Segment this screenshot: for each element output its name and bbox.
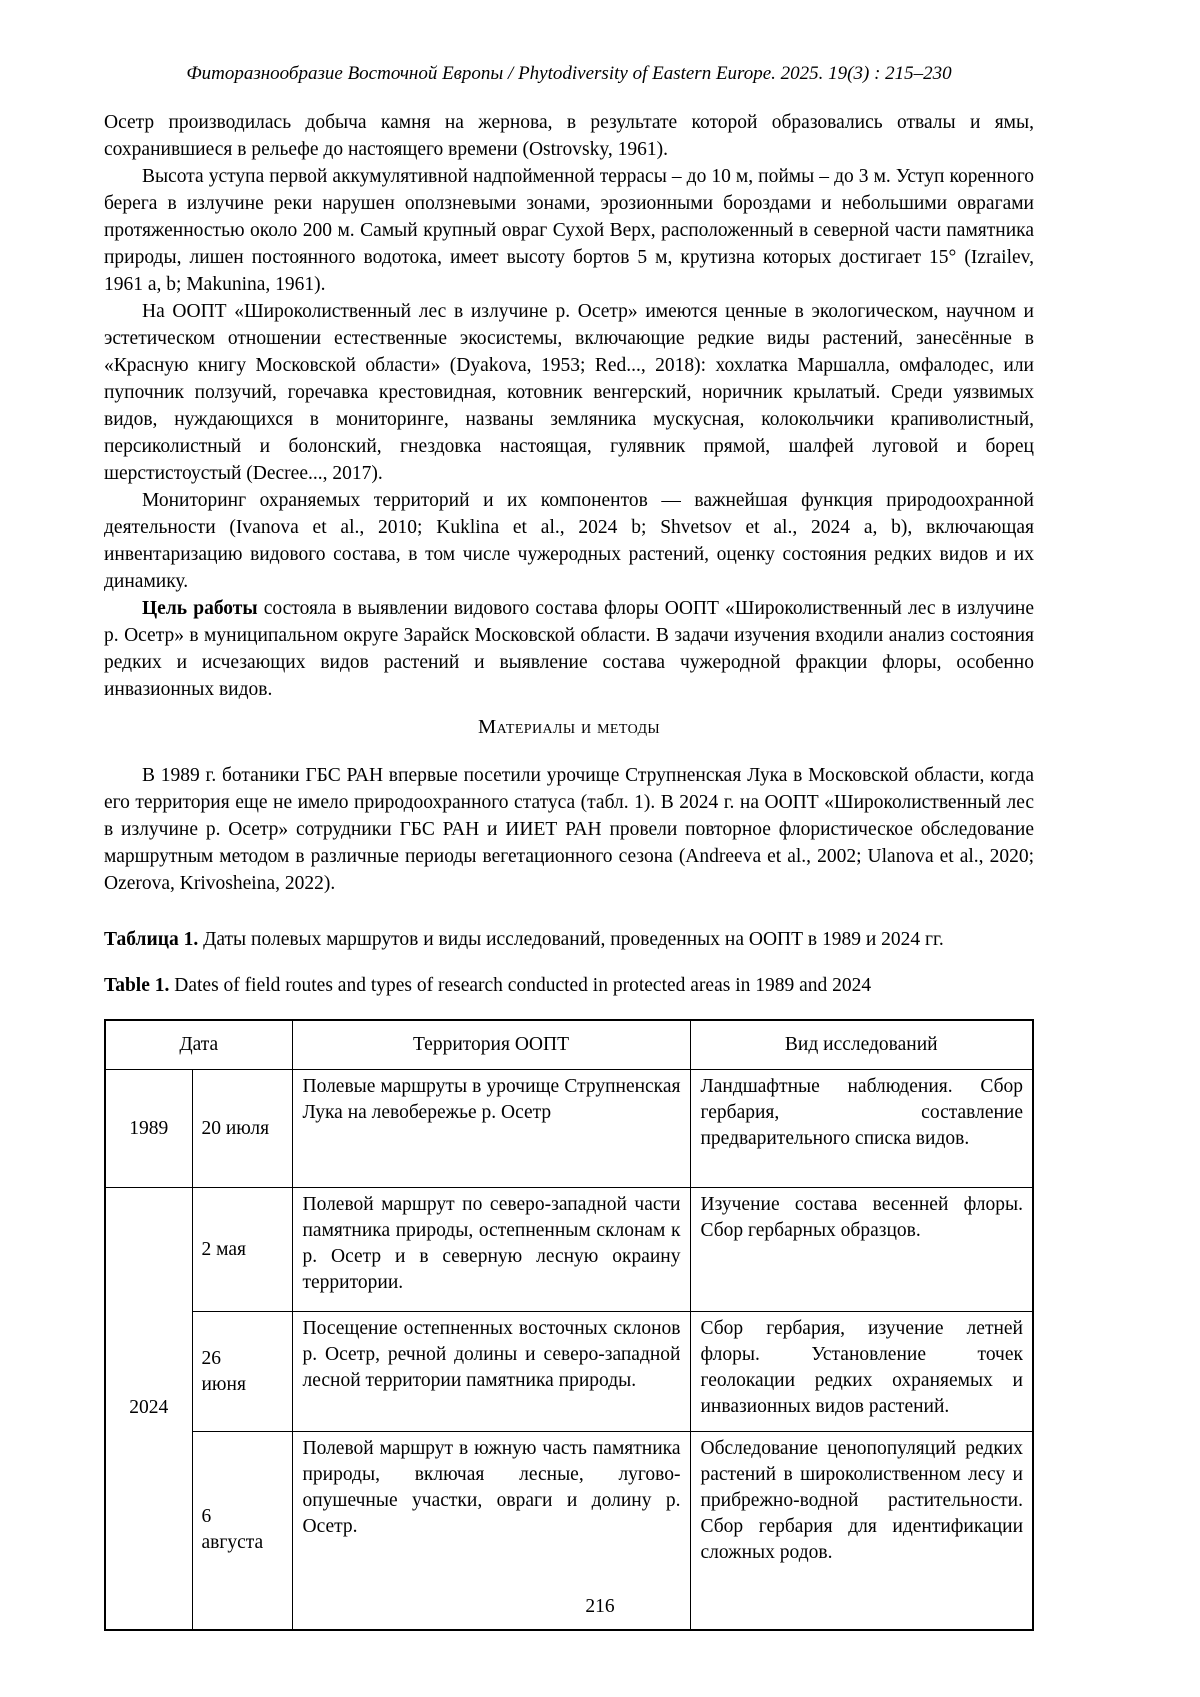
territory-cell: Полевой маршрут по северо-западной части памятника природы, остепненным склонам к р. Осетр и в северную лесную окраину территории. xyxy=(292,1188,690,1312)
table-caption-ru-text: Даты полевых маршрутов и виды исследований, проведенных на ООПТ в 1989 и 2024 гг. xyxy=(198,929,944,950)
paragraph-goal xyxy=(104,595,1034,703)
year-cell: 1989 xyxy=(105,1070,192,1188)
table-row xyxy=(105,1188,1033,1312)
header-cell-date: Дата xyxy=(105,1020,292,1070)
page-content xyxy=(104,62,1034,1631)
table-head xyxy=(105,1020,1033,1070)
table-caption-ru-label: Таблица 1. xyxy=(104,929,199,950)
table-row xyxy=(105,1070,1033,1188)
table-caption-en-label: Table 1. xyxy=(104,975,170,996)
paragraph-surveys: В 1989 г. ботаники ГБС РАН впервые посетили урочище Струпненская Лука в Московской области, когда его территория еще не имело природоохранного статуса (табл. 1). В 2024 г. на ООПТ «Широколиственный лес в излучине р. Осетр» сотрудники ГБС РАН и ИИЕТ РАН провели повторное флористическое обследование маршрутным методом в различные периоды вегетационного сезона (Andreeva et al., 2002; Ulanova et al., 2020; Ozerova, Krivosheina, 2022). xyxy=(104,765,1034,894)
date-cell: 6 августа xyxy=(192,1432,292,1630)
paragraph-quarry: Осетр производилась добыча камня на жернова, в результате которой образовались отвалы и ямы, сохранившиеся в рельефе до настоящего времени (Ostrovsky, 1961). xyxy=(104,112,1034,160)
goal-text: состояла в выявлении видового состава флоры ООПТ «Широколиственный лес в излучине р. Осетр» в муниципальном округе Зарайск Московской области. В задачи изучения входили анализ состояния редких и исчезающих видов растений и выявление состава чужеродной фракции флоры, особенно инвазионных видов. xyxy=(104,598,1034,700)
section-heading-materials-methods: Материалы и методы xyxy=(477,716,661,738)
year-cell: 2024 xyxy=(105,1188,192,1630)
header-cell-research: Вид исследований xyxy=(690,1020,1033,1070)
page-number: 216 xyxy=(585,1596,615,1617)
territory-cell: Посещение остепненных восточных склонов р. Осетр, речной долины и северо-западной лесной территории памятника природы. xyxy=(292,1312,690,1432)
date-cell: 20 июля xyxy=(192,1070,292,1188)
table-caption-ru xyxy=(104,926,1034,953)
paragraph-monitoring: Мониторинг охраняемых территорий и их компонентов — важнейшая функция природоохранной деятельности (Ivanova et al., 2010; Kuklina et al., 2024 b; Shvetsov et al., 2024 a, b), включающая инвентаризацию видового состава, в том числе чужеродных растений, оценку состояния редких видов и их динамику. xyxy=(104,490,1034,592)
field-routes-table xyxy=(104,1019,1034,1631)
table-caption-en-text: Dates of field routes and types of research conducted in protected areas in 1989 and 2024 xyxy=(169,975,872,996)
goal-label: Цель работы xyxy=(142,598,258,619)
research-cell: Сбор гербария, изучение летней флоры. Установление точек геолокации редких охраняемых и инвазионных видов растений. xyxy=(690,1312,1033,1432)
research-cell: Ландшафтные наблюдения. Сбор гербария, составление предварительного списка видов. xyxy=(690,1070,1033,1188)
table-caption-en xyxy=(104,972,1034,999)
journal-running-head: Фиторазнообразие Восточной Европы / Phytodiversity of Eastern Europe. 2025. 19(3) : 215–230 xyxy=(186,63,952,84)
article-body xyxy=(104,109,1034,1631)
date-cell: 26 июня xyxy=(192,1312,292,1432)
table-body xyxy=(105,1070,1033,1630)
territory-cell: Полевые маршруты в урочище Струпненская Лука на левобережье р. Осетр xyxy=(292,1070,690,1188)
header-cell-territory: Территория ООПТ xyxy=(292,1020,690,1070)
paragraph-ecosystems: На ООПТ «Широколиственный лес в излучине р. Осетр» имеются ценные в экологическом, научном и эстетическом отношении естественные экосистемы, включающие редкие виды растений, занесённые в «Красную книгу Московской области» (Dyakova, 1953; Red..., 2018): хохлатка Маршалла, омфалодес, или пупочник ползучий, горечавка крестовидная, котовник венгерский, норичник крылатый. Среди уязвимых видов, нуждающихся в мониторинге, названы земляника мускусная, колокольчики крапиволистный, персиколистный и болонский, гнездовка настоящая, гулявник прямой, шалфей луговой и борец шерстистоустый (Decree..., 2017). xyxy=(104,301,1034,484)
research-cell: Изучение состава весенней флоры. Сбор гербарных образцов. xyxy=(690,1188,1033,1312)
paragraph-terrace: Высота уступа первой аккумулятивной надпойменной террасы – до 10 м, поймы – до 3 м. Уступ коренного берега в излучине реки нарушен оползневыми зонами, эрозионными бороздами и небольшими оврагами протяженностью около 200 м. Самый крупный овраг Сухой Верх, расположенный в северной части памятника природы, лишен постоянного водотока, имеет высоту бортов 5 м, крутизна которых достигает 15° (Izrailev, 1961 a, b; Makunina, 1961). xyxy=(104,166,1034,295)
research-cell: Обследование ценопопуляций редких растений в широколиственном лесу и прибрежно-водной растительности. Сбор гербария для идентификации сложных родов. xyxy=(690,1432,1033,1630)
table-header-row xyxy=(105,1020,1033,1070)
table-row xyxy=(105,1312,1033,1432)
territory-cell: Полевой маршрут в южную часть памятника природы, включая лесные, лугово-опушечные участки, овраги и долину р. Осетр. xyxy=(292,1432,690,1630)
date-cell: 2 мая xyxy=(192,1188,292,1312)
